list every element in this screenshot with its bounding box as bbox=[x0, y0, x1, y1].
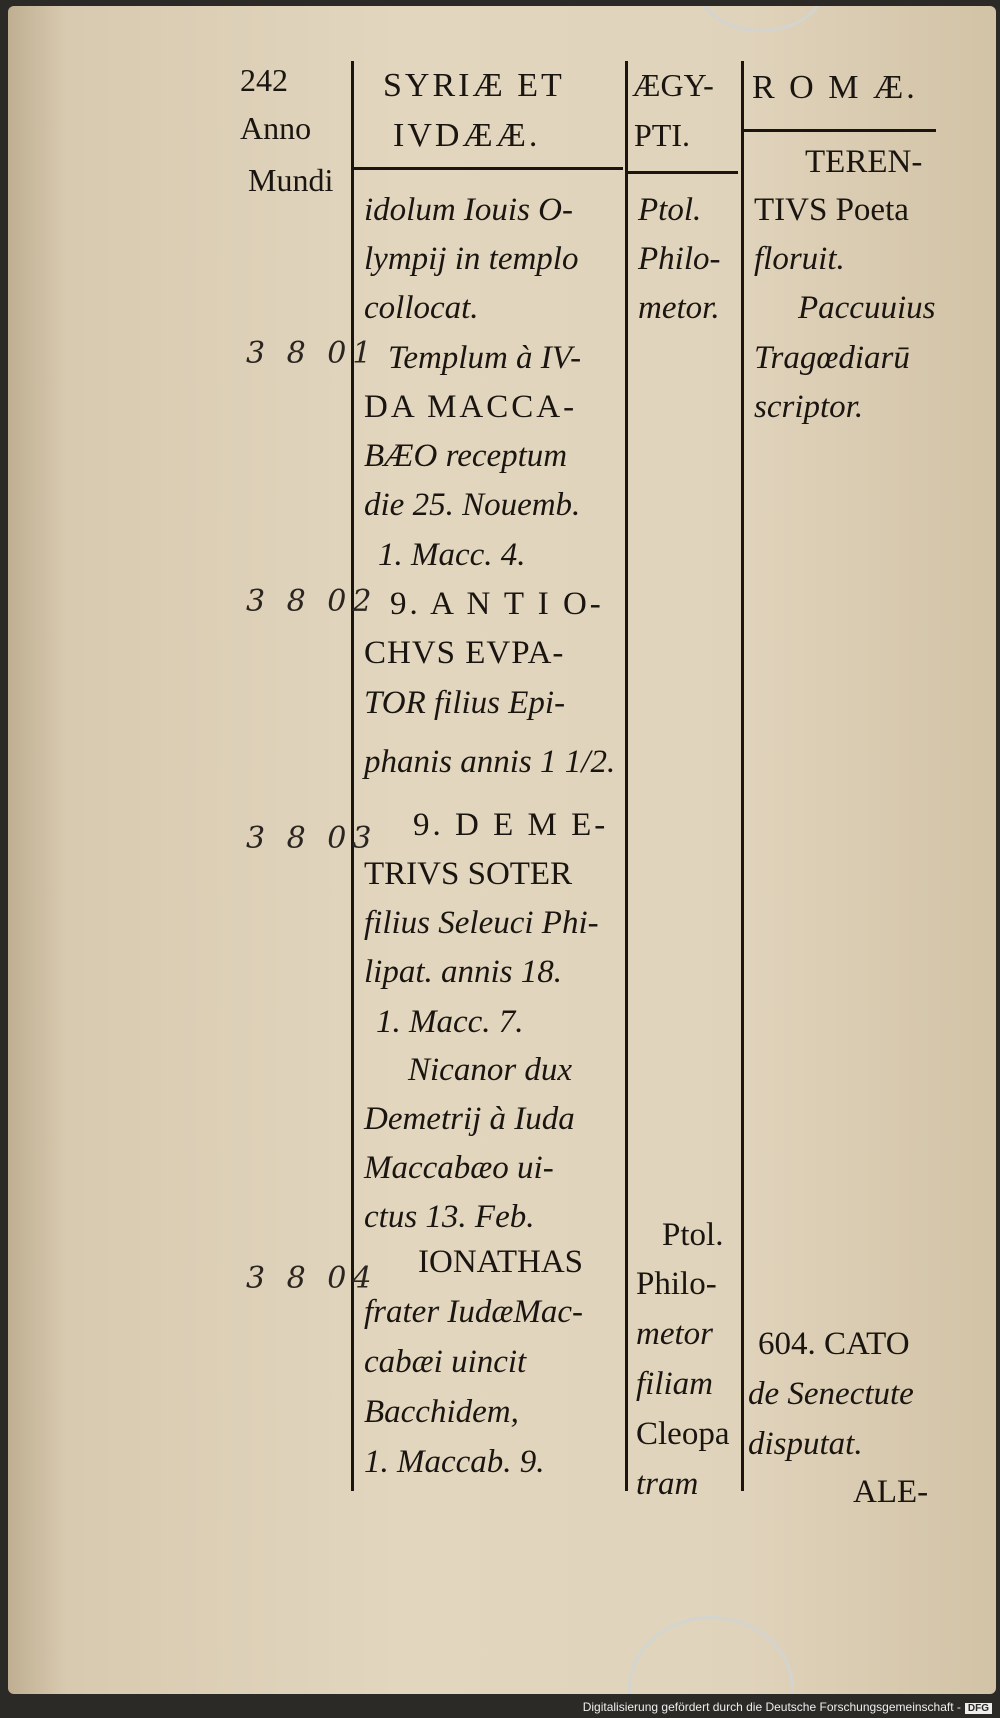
syria-line: 1. Maccab. 9. bbox=[364, 1444, 545, 1480]
aegypt-line: Philo- bbox=[636, 1266, 717, 1302]
rule-mid-right bbox=[741, 61, 744, 1491]
roma-line: Tragœdiarū bbox=[754, 340, 910, 376]
syria-line: frater IudæMac- bbox=[364, 1294, 584, 1330]
mundi-label: Mundi bbox=[248, 162, 334, 198]
syria-line: BÆO receptum bbox=[364, 438, 568, 474]
aegypt-line: Ptol. bbox=[662, 1217, 724, 1253]
syria-line: Templum à IV- bbox=[388, 340, 582, 376]
syria-line: 1. Macc. 4. bbox=[378, 537, 526, 573]
header-aegypt-2: PTI. bbox=[634, 117, 690, 153]
aegypt-line: Ptol. bbox=[638, 192, 702, 228]
aegypt-line: metor bbox=[636, 1316, 713, 1352]
footer-text: Digitalisierung gefördert durch die Deutsche Forschungsgemeinschaft - bbox=[582, 1700, 961, 1714]
syria-line: collocat. bbox=[364, 290, 479, 326]
footer-credit bbox=[583, 1700, 992, 1714]
rule-mid-left bbox=[625, 61, 628, 1491]
header-aegypt-1: ÆGY- bbox=[632, 67, 714, 103]
rule-header-syria bbox=[353, 167, 623, 170]
aegypt-line: Cleopa bbox=[636, 1416, 730, 1452]
syria-line: Bacchidem, bbox=[364, 1394, 519, 1430]
book-page bbox=[8, 6, 996, 1694]
year-3803: 3 8 03 bbox=[246, 821, 378, 856]
year-3802: 3 8 02 bbox=[246, 584, 378, 619]
header-syria-2: IVDÆÆ. bbox=[393, 117, 541, 154]
syria-line: die 25. Nouemb. bbox=[364, 487, 581, 523]
syria-line: 1. Macc. 7. bbox=[376, 1004, 524, 1040]
syria-line: filius Seleuci Phi- bbox=[364, 905, 599, 941]
ring-mark-top bbox=[698, 6, 824, 32]
rule-header-aegypt bbox=[628, 171, 738, 174]
roma-line: ALE- bbox=[853, 1474, 929, 1510]
syria-line: DA MACCA- bbox=[364, 389, 578, 425]
syria-line: 9. A N T I O- bbox=[390, 586, 604, 622]
syria-line: Nicanor dux bbox=[408, 1052, 573, 1088]
year-3804: 3 8 04 bbox=[246, 1261, 378, 1296]
syria-line: TRIVS SOTER bbox=[364, 856, 573, 892]
header-syria-1: SYRIÆ ET bbox=[383, 67, 565, 104]
roma-line: 604. CATO bbox=[758, 1326, 910, 1362]
syria-line: cabæi uincit bbox=[364, 1344, 527, 1380]
roma-line: TIVS Poeta bbox=[754, 192, 909, 228]
syria-line: Demetrij à Iuda bbox=[364, 1101, 575, 1137]
rule-header-roma bbox=[744, 129, 936, 132]
syria-line: CHVS EVPA- bbox=[364, 635, 565, 671]
syria-line: ctus 13. Feb. bbox=[364, 1199, 535, 1235]
syria-line: Maccabæo ui- bbox=[364, 1150, 554, 1186]
syria-line: IONATHAS bbox=[418, 1244, 583, 1280]
roma-line: scriptor. bbox=[754, 389, 864, 425]
syria-line: lympij in templo bbox=[364, 241, 579, 277]
syria-line: TOR filius Epi- bbox=[364, 685, 566, 721]
aegypt-line: filiam bbox=[636, 1366, 714, 1402]
ring-mark-bottom bbox=[628, 1616, 794, 1694]
dfg-logo: DFG bbox=[965, 1703, 992, 1714]
roma-line: TEREN- bbox=[805, 144, 923, 180]
page-number: 242 bbox=[240, 62, 288, 98]
roma-line: Paccuuius bbox=[798, 290, 936, 326]
syria-line: phanis annis 1 1/2. bbox=[364, 744, 616, 780]
roma-line: floruit. bbox=[754, 241, 845, 277]
syria-line: 9. D E M E- bbox=[413, 807, 609, 843]
aegypt-line: tram bbox=[636, 1466, 699, 1502]
roma-line: de Senectute bbox=[748, 1376, 914, 1412]
aegypt-line: Philo- bbox=[638, 241, 721, 277]
syria-line: lipat. annis 18. bbox=[364, 954, 563, 990]
year-3801: 3 8 01 bbox=[246, 336, 378, 371]
roma-line: disputat. bbox=[748, 1426, 863, 1462]
anno-label: Anno bbox=[240, 110, 312, 146]
aegypt-line: metor. bbox=[638, 290, 720, 326]
header-roma: R O M Æ. bbox=[752, 69, 918, 106]
syria-line: idolum Iouis O- bbox=[364, 192, 573, 228]
